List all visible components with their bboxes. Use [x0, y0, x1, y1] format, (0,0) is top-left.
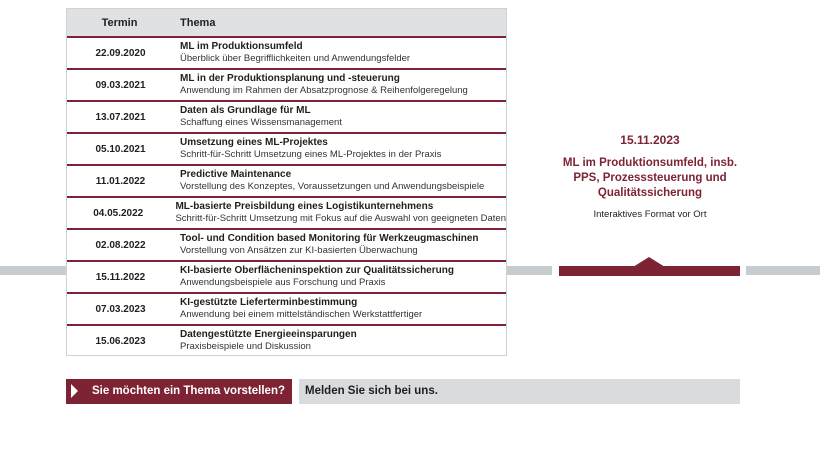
- row-subtitle: Vorstellung des Konzeptes, Voraussetzungen und Anwendungsbeispiele: [180, 181, 485, 192]
- cta-contact-label: Melden Sie sich bei uns.: [305, 385, 438, 397]
- row-topic: [174, 169, 506, 194]
- arrow-right-icon: [71, 384, 78, 398]
- row-title: ML-basierte Preisbildung eines Logistikunternehmens: [175, 200, 434, 212]
- row-topic: [174, 329, 506, 354]
- table-row: [67, 132, 506, 164]
- row-subtitle: Praxisbeispiele und Diskussion: [180, 341, 311, 352]
- row-title: Datengestützte Energieeinsparungen: [180, 328, 357, 340]
- cta-contact-bar[interactable]: [299, 379, 740, 404]
- row-date: 15.11.2022: [95, 271, 146, 283]
- table-row: [67, 196, 506, 228]
- row-date: 13.07.2021: [95, 111, 146, 123]
- row-date: 04.05.2022: [93, 207, 144, 219]
- schedule-table: [66, 8, 507, 356]
- row-subtitle: Anwendungsbeispiele aus Forschung und Praxis: [180, 277, 386, 288]
- table-row: [67, 36, 506, 68]
- column-header-topic: Thema: [180, 16, 216, 29]
- table-row: [67, 292, 506, 324]
- table-header: [67, 9, 506, 36]
- row-date: 09.03.2021: [95, 79, 146, 91]
- row-topic: [174, 41, 506, 66]
- upcoming-event-format: Interaktives Format vor Ort: [593, 209, 707, 220]
- cta-prompt-label: Sie möchten ein Thema vorstellen?: [92, 385, 285, 397]
- upcoming-event-title: ML im Produktionsumfeld, insb. PPS, Prozesssteuerung und Qualitätssicherung: [562, 157, 738, 199]
- table-row: [67, 260, 506, 292]
- row-title: KI-gestützte Lieferterminbestimmung: [180, 296, 358, 308]
- row-date: 05.10.2021: [95, 143, 146, 155]
- row-date: 11.01.2022: [95, 175, 146, 187]
- table-row: [67, 68, 506, 100]
- upcoming-event-panel: [560, 133, 740, 220]
- row-subtitle: Vorstellung von Ansätzen zur KI-basierten Überwachung: [180, 245, 418, 256]
- timeline-band-left: [0, 266, 66, 275]
- table-row: [67, 324, 506, 356]
- row-title: Predictive Maintenance: [180, 168, 292, 180]
- row-title: Daten als Grundlage für ML: [180, 104, 311, 116]
- row-date: 02.08.2022: [95, 239, 146, 251]
- row-date: 15.06.2023: [95, 335, 146, 347]
- row-title: Tool- und Condition based Monitoring für Werkzeugmaschinen: [180, 232, 479, 244]
- row-subtitle: Schaffung eines Wissensmanagement: [180, 117, 342, 128]
- row-topic: [169, 201, 506, 226]
- column-header-date: Termin: [101, 16, 138, 29]
- table-row: [67, 100, 506, 132]
- cta-prompt-bar[interactable]: [66, 379, 292, 404]
- row-subtitle: Anwendung bei einem mittelständischen Werkstattfertiger: [180, 309, 423, 320]
- row-date: 22.09.2020: [95, 47, 146, 59]
- row-topic: [174, 137, 506, 162]
- row-subtitle: Schritt-für-Schritt Umsetzung mit Fokus auf die Auswahl von geeigneten Daten: [175, 213, 506, 224]
- table-row: [67, 164, 506, 196]
- row-title: ML im Produktionsumfeld: [180, 40, 303, 52]
- timeline-current-marker: [559, 257, 740, 276]
- row-subtitle: Schritt-für-Schritt Umsetzung eines ML-Projektes in der Praxis: [180, 149, 442, 160]
- timeline-band-right: [746, 266, 820, 275]
- row-title: ML in der Produktionsplanung und -steuerung: [180, 72, 400, 84]
- upcoming-event-date: 15.11.2023: [620, 133, 680, 147]
- row-subtitle: Anwendung im Rahmen der Absatzprognose & Reihenfolgeregelung: [180, 85, 468, 96]
- row-topic: [174, 73, 506, 98]
- row-title: Umsetzung eines ML-Projektes: [180, 136, 328, 148]
- row-topic: [174, 105, 506, 130]
- row-date: 07.03.2023: [95, 303, 146, 315]
- timeline-band-middle: [507, 266, 552, 275]
- row-topic: [174, 297, 506, 322]
- row-topic: [174, 265, 506, 290]
- table-row: [67, 228, 506, 260]
- row-title: KI-basierte Oberflächeninspektion zur Qualitätssicherung: [180, 264, 454, 276]
- row-topic: [174, 233, 506, 258]
- row-subtitle: Überblick über Begrifflichkeiten und Anwendungsfelder: [180, 53, 411, 64]
